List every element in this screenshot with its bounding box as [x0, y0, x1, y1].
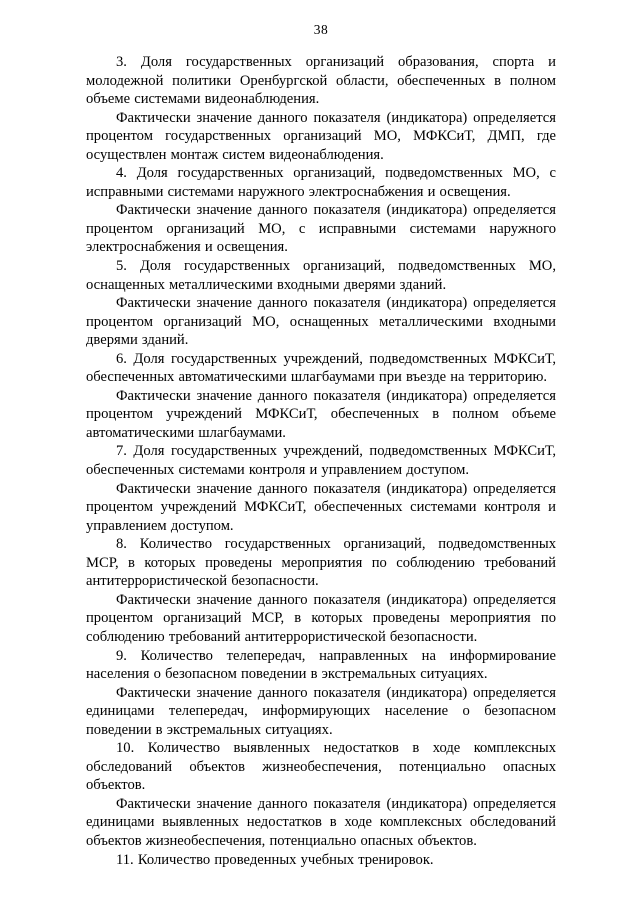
- paragraph: 9. Количество телепередач, направленных на информирование населения о безопасном поведении в экстремальных ситуациях.: [86, 647, 556, 683]
- paragraph: 4. Доля государственных организаций, подведомственных МО, с исправными системами наружного электроснабжения и освещения.: [86, 165, 556, 200]
- paragraph: 8. Количество государственных организаций, подведомственных МСР, в которых проведены мероприятия по соблюдению требований антитеррористической безопасности.: [86, 536, 556, 590]
- paragraph: Фактически значение данного показателя (индикатора) определяется процентом организаций МО, оснащенных металлическими входными дверями зданий.: [86, 295, 556, 349]
- paragraph: 10. Количество выявленных недостатков в ходе комплексных обследований объектов жизнеобеспечения, потенциально опасных объектов.: [86, 740, 556, 794]
- paragraph: Фактически значение данного показателя (индикатора) определяется процентом учреждений МФКСиТ, обеспеченных системами контроля и управлением доступом.: [86, 480, 556, 534]
- paragraph: 11. Количество проведенных учебных тренировок.: [116, 851, 434, 868]
- paragraph: Фактически значение данного показателя (индикатора) определяется процентом организаций МСР, в которых проведены мероприятия по соблюдению требований антитеррористической безопасности.: [86, 591, 556, 645]
- paragraph: Фактически значение данного показателя (индикатора) определяется процентом государственных организаций МО, МФКСиТ, ДМП, где осуществлен монтаж систем видеонаблюдения.: [86, 109, 556, 163]
- document-body: [86, 53, 556, 869]
- paragraph: 7. Доля государственных учреждений, подведомственных МФКСиТ, обеспеченных системами контроля и управлением доступом.: [86, 443, 556, 479]
- paragraph: Фактически значение данного показателя (индикатора) определяется единицами выявленных недостатков в ходе комплексных обследований объектов жизнеобеспечения, потенциально опасных объектов.: [86, 795, 556, 849]
- paragraph: Фактически значение данного показателя (индикатора) определяется процентом учреждений МФКСиТ, обеспеченных в полном объеме автоматическими шлагбаумами.: [86, 387, 556, 441]
- paragraph: 6. Доля государственных учреждений, подведомственных МФКСиТ, обеспеченных автоматическими шлагбаумами при въезде на территорию.: [86, 350, 556, 386]
- paragraph: 3. Доля государственных организаций образования, спорта и молодежной политики Оренбургской области, обеспеченных в полном объеме системами видеонаблюдения.: [86, 54, 556, 108]
- paragraph: Фактически значение данного показателя (индикатора) определяется процентом организаций МО, с исправными системами наружного электроснабжения и освещения.: [86, 202, 556, 256]
- page-number: 38: [313, 22, 329, 37]
- paragraph: Фактически значение данного показателя (индикатора) определяется единицами телепередач, информирующих население о безопасном поведении в экстремальных ситуациях.: [86, 684, 556, 738]
- paragraph: 5. Доля государственных организаций, подведомственных МО, оснащенных металлическими входными дверями зданий.: [86, 258, 556, 293]
